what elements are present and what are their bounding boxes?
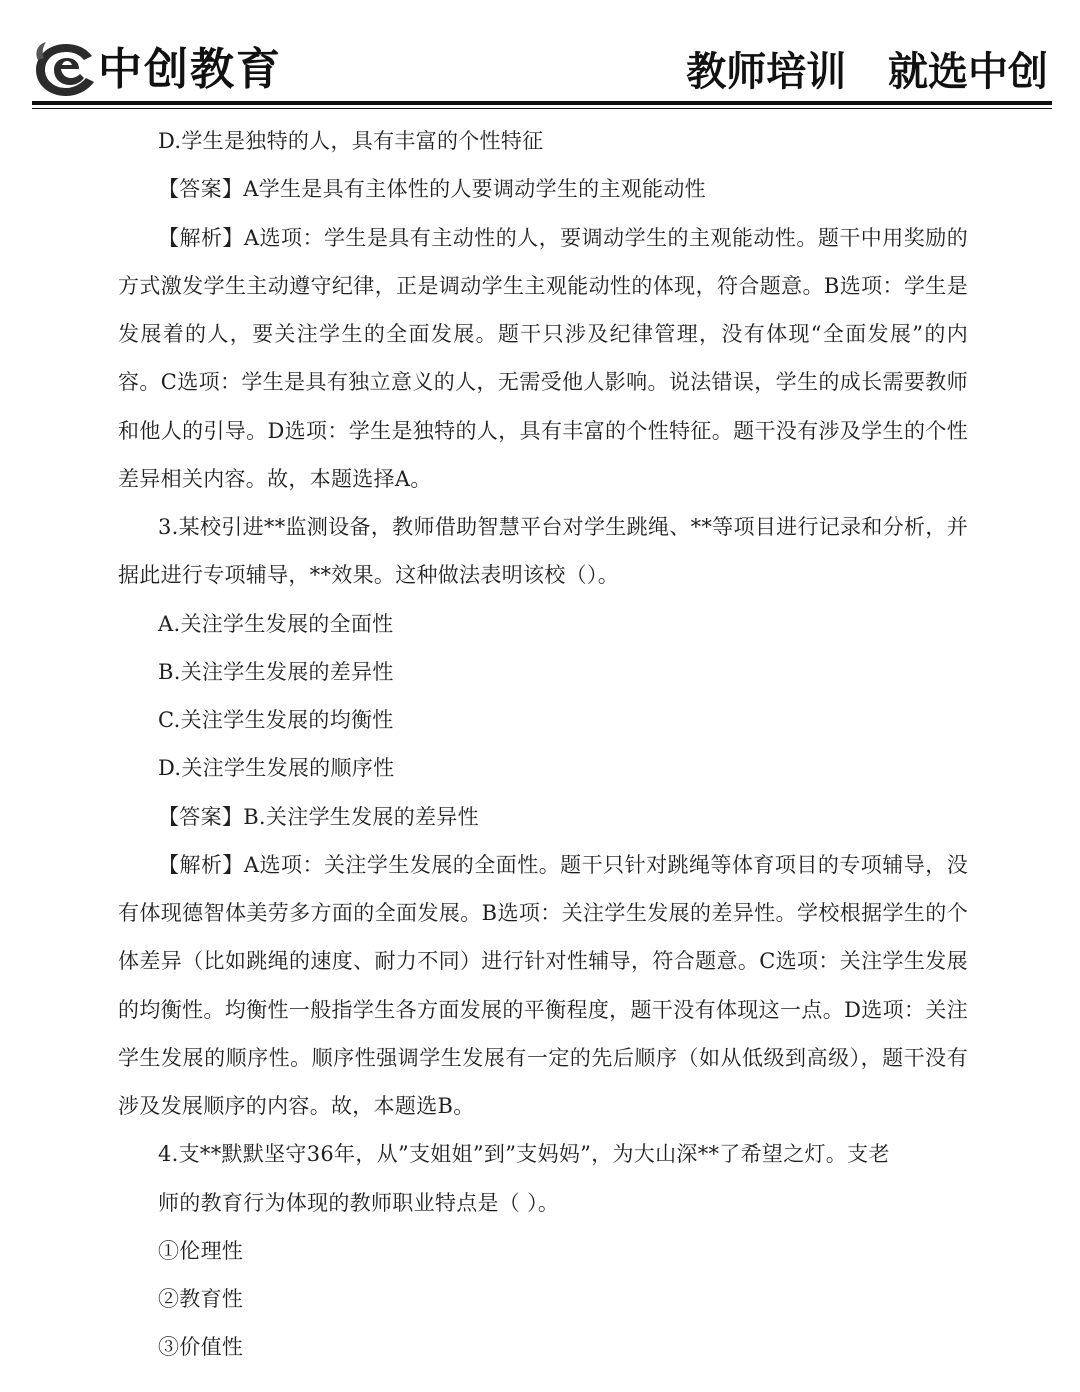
q4-item-3: ③价值性 <box>158 1335 244 1360</box>
q3-answer: 【答案】B.关注学生发展的差异性 <box>158 804 479 829</box>
q2-analysis: 【解析】A选项：学生是具有主动性的人，要调动学生的主观能动性。题干中用奖励的方式激发学生主动遵守纪律，正是调动学生主观能动性的体现，符合题意。B选项：学生是发展着的人，要关注学生的全面发展。题干只涉及纪律管理，没有体现“全面发展”的内容。C选项：学生是具有独立意义的人，无需受他人影响。说法错误，学生的成长需要教师和他人的引导。D选项：学生是独特的人，具有丰富的个性特征。题干没有涉及学生的个性差异相关内容。故，本题选择A。 <box>118 225 968 491</box>
q3-option-a: A.关注学生发展的全面性 <box>158 611 394 636</box>
logo-swirl-icon <box>32 38 102 100</box>
q3-analysis: 【解析】A选项：关注学生发展的全面性。题干只针对跳绳等体育项目的专项辅导，没有体现德智体美劳多方面的全面发展。B选项：关注学生发展的差异性。学校根据学生的个体差异（比如跳绳的速度、耐力不同）进行针对性辅导，符合题意。C选项：关注学生发展的均衡性。均衡性一般指学生各方面发展的平衡程度，题干没有体现这一点。D选项：关注学生发展的顺序性。顺序性强调学生发展有一定的先后顺序（如从低级到高级），题干没有涉及发展顺序的内容。故，本题选B。 <box>118 852 968 1118</box>
q4-item-2: ②教育性 <box>158 1287 244 1311</box>
q3-stem: 3.某校引进**监测设备，教师借助智慧平台对学生跳绳、**等项目进行记录和分析，并据此进行专项辅导，**效果。这种做法表明该校（）。 <box>118 515 968 588</box>
q2-answer: 【答案】A学生是具有主体性的人要调动学生的主观能动性 <box>158 177 706 202</box>
brand-logo <box>32 36 312 106</box>
q3-option-c: C.关注学生发展的均衡性 <box>158 708 394 732</box>
q2-option-d: D.学生是独特的人，具有丰富的个性特征 <box>158 129 544 153</box>
header-divider-thin <box>32 108 1052 109</box>
q3-option-b: B.关注学生发展的差异性 <box>158 659 394 684</box>
q4-stem-line-1: 4.支**默默坚守36年，从”支姐姐”到”支妈妈”，为大山深**了希望之灯。支老 <box>158 1142 890 1167</box>
q4-item-1: ①伦理性 <box>158 1238 244 1263</box>
document-body <box>118 117 968 1372</box>
header-slogan: 教师培训 就选中创 <box>686 49 1048 95</box>
q3-option-d: D.关注学生发展的顺序性 <box>158 756 395 781</box>
header-divider <box>32 101 1052 105</box>
q4-stem-line-2: 师的教育行为体现的教师职业特点是（ ）。 <box>158 1190 560 1215</box>
logo-text: 中创教育 <box>98 44 282 95</box>
page-header <box>0 0 1080 112</box>
